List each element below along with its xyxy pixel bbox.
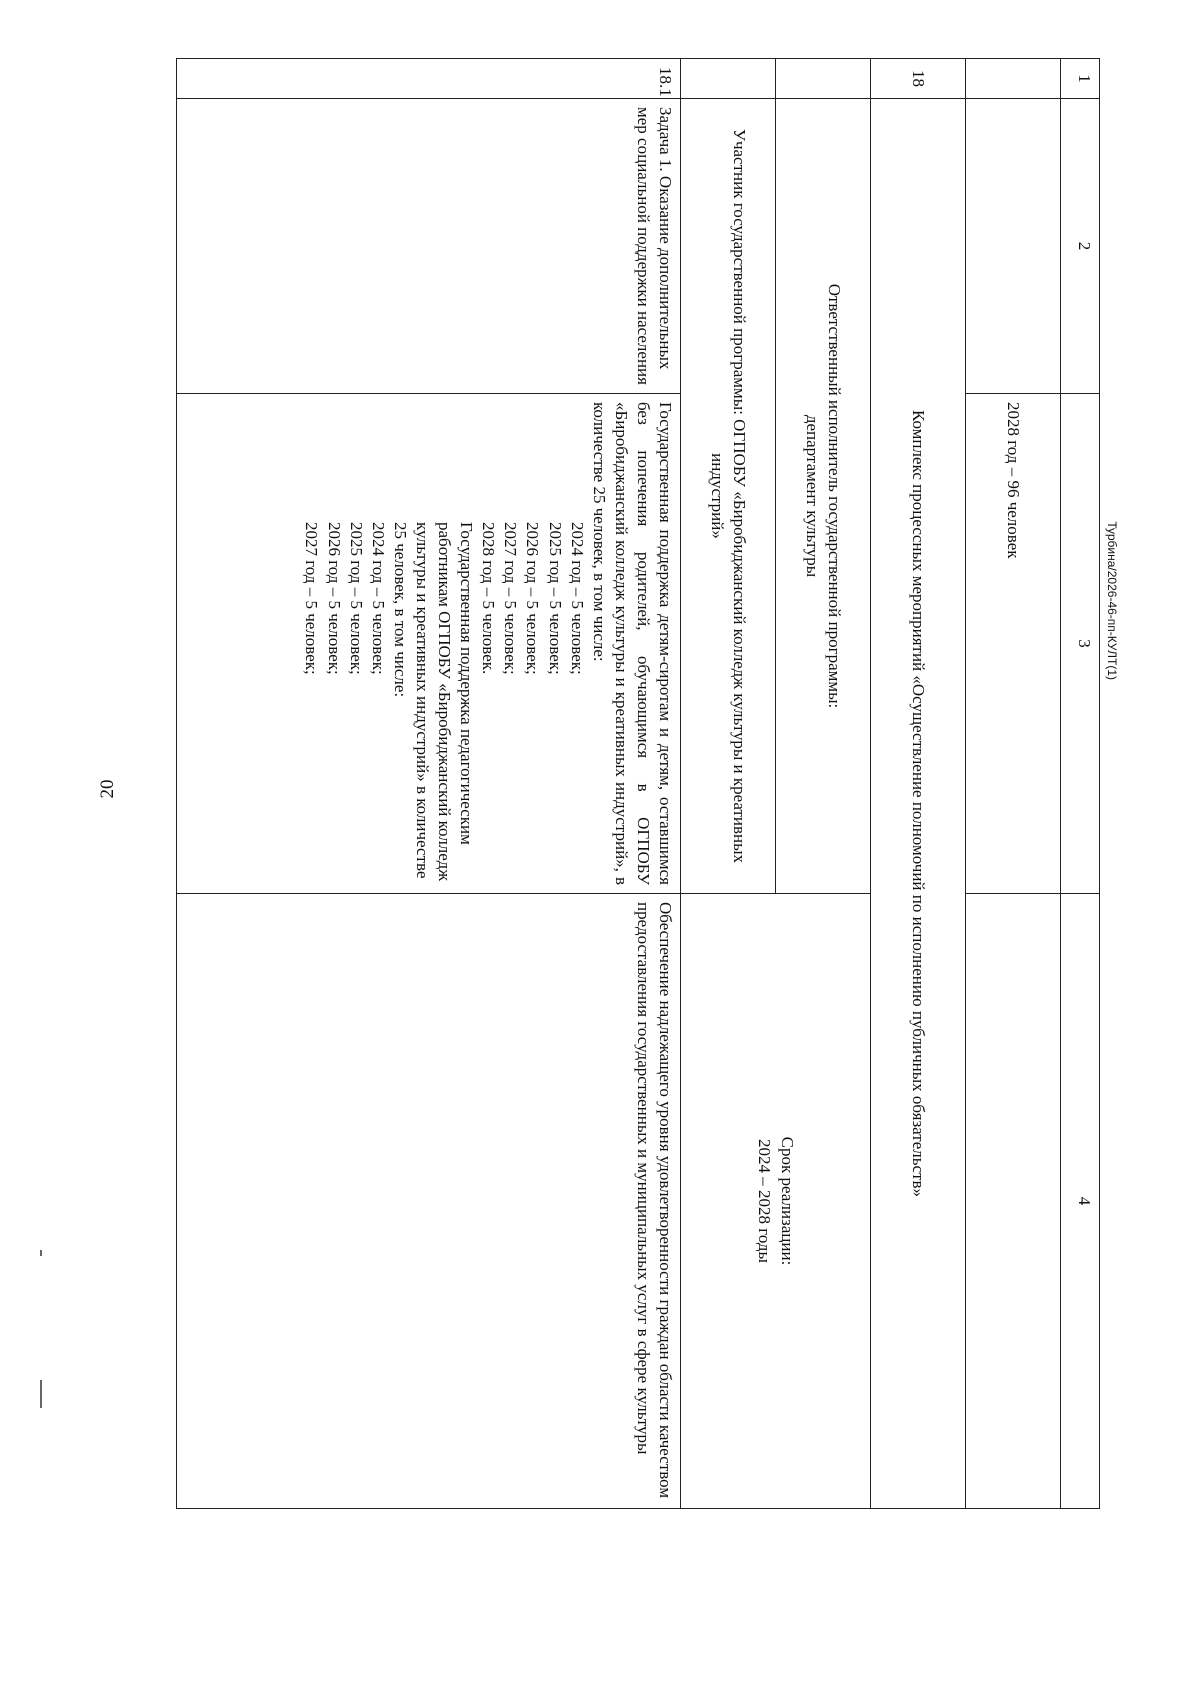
row-18-number: 18 bbox=[871, 59, 966, 99]
margin-mark bbox=[40, 1250, 42, 1256]
page-number: 20 bbox=[97, 779, 118, 799]
row-18-1 bbox=[177, 59, 681, 1509]
support-orphans-years bbox=[477, 402, 587, 885]
responsible-label: Ответственный исполнитель государственной программы: bbox=[825, 283, 845, 709]
task-description: Задача 1. Оказание дополнительных мер социальной поддержки населения bbox=[177, 99, 681, 394]
margin-mark bbox=[40, 1380, 42, 1408]
responsible-row bbox=[776, 59, 871, 1509]
year-item: 2025 год – 5 человек; bbox=[346, 522, 366, 675]
responsible-value: департамент культуры bbox=[803, 414, 822, 578]
period-value: 2024 – 2028 годы bbox=[755, 1139, 775, 1263]
year-item: 2026 год – 5 человек; bbox=[523, 522, 543, 675]
continued-row bbox=[966, 59, 1061, 1509]
rotated-table-sheet bbox=[176, 58, 1100, 1508]
year-item: 2026 год – 5 человек; bbox=[324, 522, 344, 675]
support-teachers: Государственная поддержка педагогическим работникам ОГПОБУ «Биробиджанский колледж культуры и креативных индустрий» в количестве 25 человек, в том числе: bbox=[390, 522, 477, 882]
program-participant: Участник государственной программы: ОГПОБУ «Биробиджанский колледж культуры и креативных индустрий» bbox=[681, 99, 776, 894]
row-18 bbox=[871, 59, 966, 1509]
expected-result: Обеспечение надлежащего уровня удовлетворенности граждан области качеством предоставления государственных и муниципальных услуг в сфере культуры bbox=[177, 894, 681, 1509]
year-item: 2024 год – 5 человек; bbox=[368, 522, 388, 675]
year-item: 2028 год – 5 человек. bbox=[479, 522, 499, 675]
document-footer: Турбина/2026-46-пп-КУЛТ(1) bbox=[1105, 521, 1119, 680]
year-item: 2027 год – 5 человек; bbox=[501, 522, 521, 675]
program-table bbox=[176, 58, 1100, 1509]
row-18-1-number: 18.1 bbox=[177, 59, 681, 99]
support-teachers-block bbox=[300, 402, 477, 885]
col-header-3: 3 bbox=[1061, 394, 1100, 894]
row-18-title: Комплекс процессных мероприятий «Осуществление полномочий по исполнению публичных обязательств» bbox=[871, 99, 966, 1509]
support-details bbox=[177, 394, 681, 894]
support-orphans: Государственная поддержка детям-сиротам и детям, оставшимся без попечения родителей, обучающимся в ОГПОБУ «Биробиджанский колледж культуры и креативных индустрий», в количестве 25 человек, в том числе: bbox=[589, 402, 675, 885]
year-item: 2024 год – 5 человек; bbox=[567, 522, 587, 675]
period-label: Срок реализации: bbox=[777, 1136, 797, 1266]
year-item: 2027 год – 5 человек; bbox=[302, 522, 322, 675]
responsible-executor bbox=[776, 99, 871, 894]
year-item: 2025 год – 5 человек; bbox=[545, 522, 565, 675]
col-header-1: 1 bbox=[1061, 59, 1100, 99]
col-header-2: 2 bbox=[1061, 99, 1100, 394]
implementation-period bbox=[681, 894, 871, 1509]
col-header-4: 4 bbox=[1061, 894, 1100, 1509]
continued-value: 2028 год – 96 человек bbox=[966, 394, 1061, 894]
header-row bbox=[1061, 59, 1100, 1509]
